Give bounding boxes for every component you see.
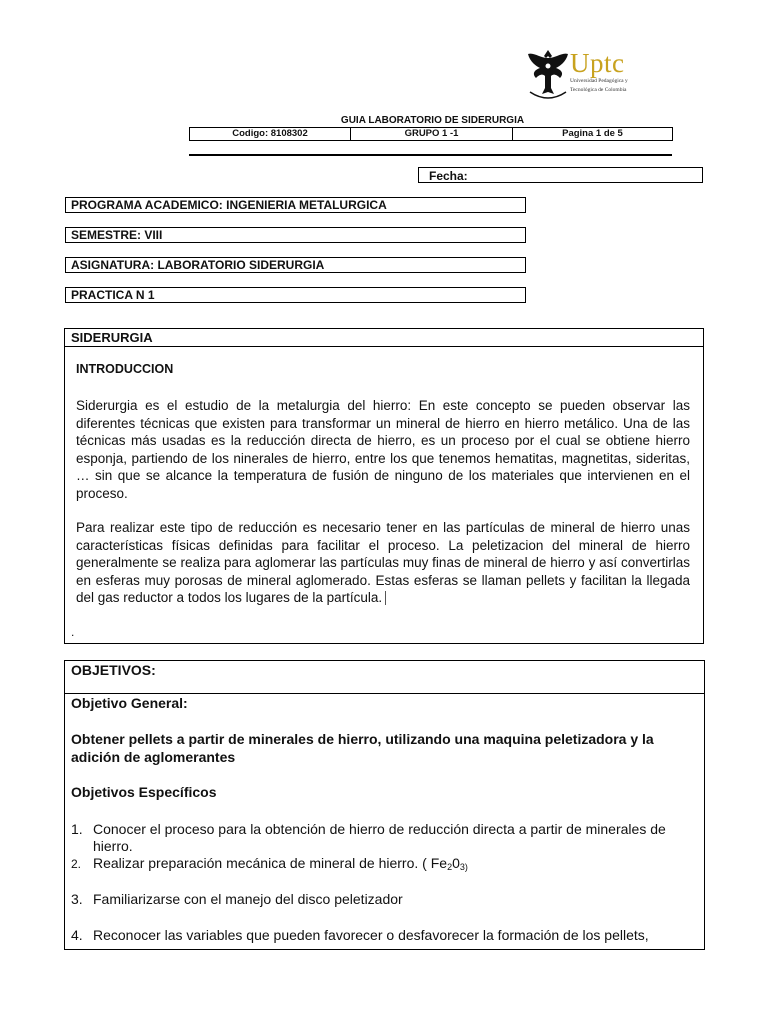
fecha-field: Fecha:: [418, 167, 703, 183]
list-item: [93, 855, 698, 876]
list-item-num: 4.: [71, 927, 83, 943]
list-item: Familiarizarse con el manejo del disco peletizador: [93, 891, 403, 907]
intro-title: INTRODUCCION: [76, 362, 174, 376]
objetivos-heading: OBJETIVOS:: [65, 661, 704, 694]
grupo-cell: GRUPO 1 -1: [351, 128, 513, 140]
practica-field: PRACTICA N 1: [65, 287, 526, 303]
intro-paragraph-1: Siderurgia es el estudio de la metalurgia del hierro: En este concepto se pueden observar las diferentes técnicas que existen para transformar un mineral de hierro en hierro metálico. Una de las técnicas más usadas es la reducción directa de hierro, es un proceso por el cual se obtiene hierro esponja, partiendo de los ninerales de hierro, entre los que tenemos hematitas, magnetitas, sideritas, … sin que se alcance la temperatura de fusión de ninguno de los materiales que intervienen en el proceso.: [76, 398, 690, 501]
codigo-cell: Codigo: 8108302: [190, 128, 351, 140]
subscript: 2: [447, 862, 453, 872]
intro-paragraph-2-text: Para realizar este tipo de reducción es necesario tener en las partículas de mineral de hierro unas características físicas definidas para facilitar el proceso. La peletizacion del mineral de hierro generalmente se realiza para aglomerar las partículas muy finas de mineral de hierro y así convertirlas en esferas muy porosas de mineral aglomerado. Estas esferas se llaman pellets y facilitan la llegada del gas reductor a todos los lugares de la partícula.: [76, 520, 690, 605]
programa-field: PROGRAMA ACADEMICO: INGENIERIA METALURGICA: [65, 197, 526, 213]
list-item-num: 3.: [71, 891, 83, 907]
document-title: GUIA LABORATORIO DE SIDERURGIA: [340, 115, 525, 126]
list-item: Reconocer las variables que pueden favorecer o desfavorecer la formación de los pellets,: [93, 927, 649, 943]
asignatura-field: ASIGNATURA: LABORATORIO SIDERURGIA: [65, 257, 526, 273]
logo-name: Uptc: [570, 48, 625, 78]
header-divider: [189, 154, 672, 156]
eagle-crest-icon: [526, 44, 570, 104]
siderurgia-heading: SIDERURGIA: [65, 329, 703, 347]
logo-text: [570, 50, 628, 93]
subscript: 3): [459, 862, 468, 872]
semestre-field: SEMESTRE: VIII: [65, 227, 526, 243]
logo-subtitle-2: Tecnológica de Colombia: [570, 86, 627, 93]
list-item-num: 2.: [71, 857, 82, 871]
header-table: [189, 127, 673, 141]
list-item-num: 1.: [71, 821, 83, 837]
pagina-cell: Pagina 1 de 5: [562, 128, 623, 139]
list-item-text: Realizar preparación mecánica de mineral de hierro. ( Fe: [93, 855, 448, 871]
intro-paragraph-2: [76, 519, 690, 607]
logo-subtitle-1: Universidad Pedagógica y: [570, 78, 628, 84]
objetivos-especificos-title: Objetivos Específicos: [71, 784, 217, 800]
trailing-dot: .: [71, 625, 75, 639]
objetivo-general-title: Objetivo General:: [71, 695, 188, 711]
list-item-text-mid: 0: [452, 855, 460, 871]
objetivo-general-text: Obtener pellets a partir de minerales de hierro, utilizando una maquina peletizadora y la adición de aglomerantes: [71, 731, 654, 765]
text-cursor: [385, 591, 386, 605]
list-item: Conocer el proceso para la obtención de hierro de reducción directa a partir de minerales de hierro.: [93, 821, 666, 854]
